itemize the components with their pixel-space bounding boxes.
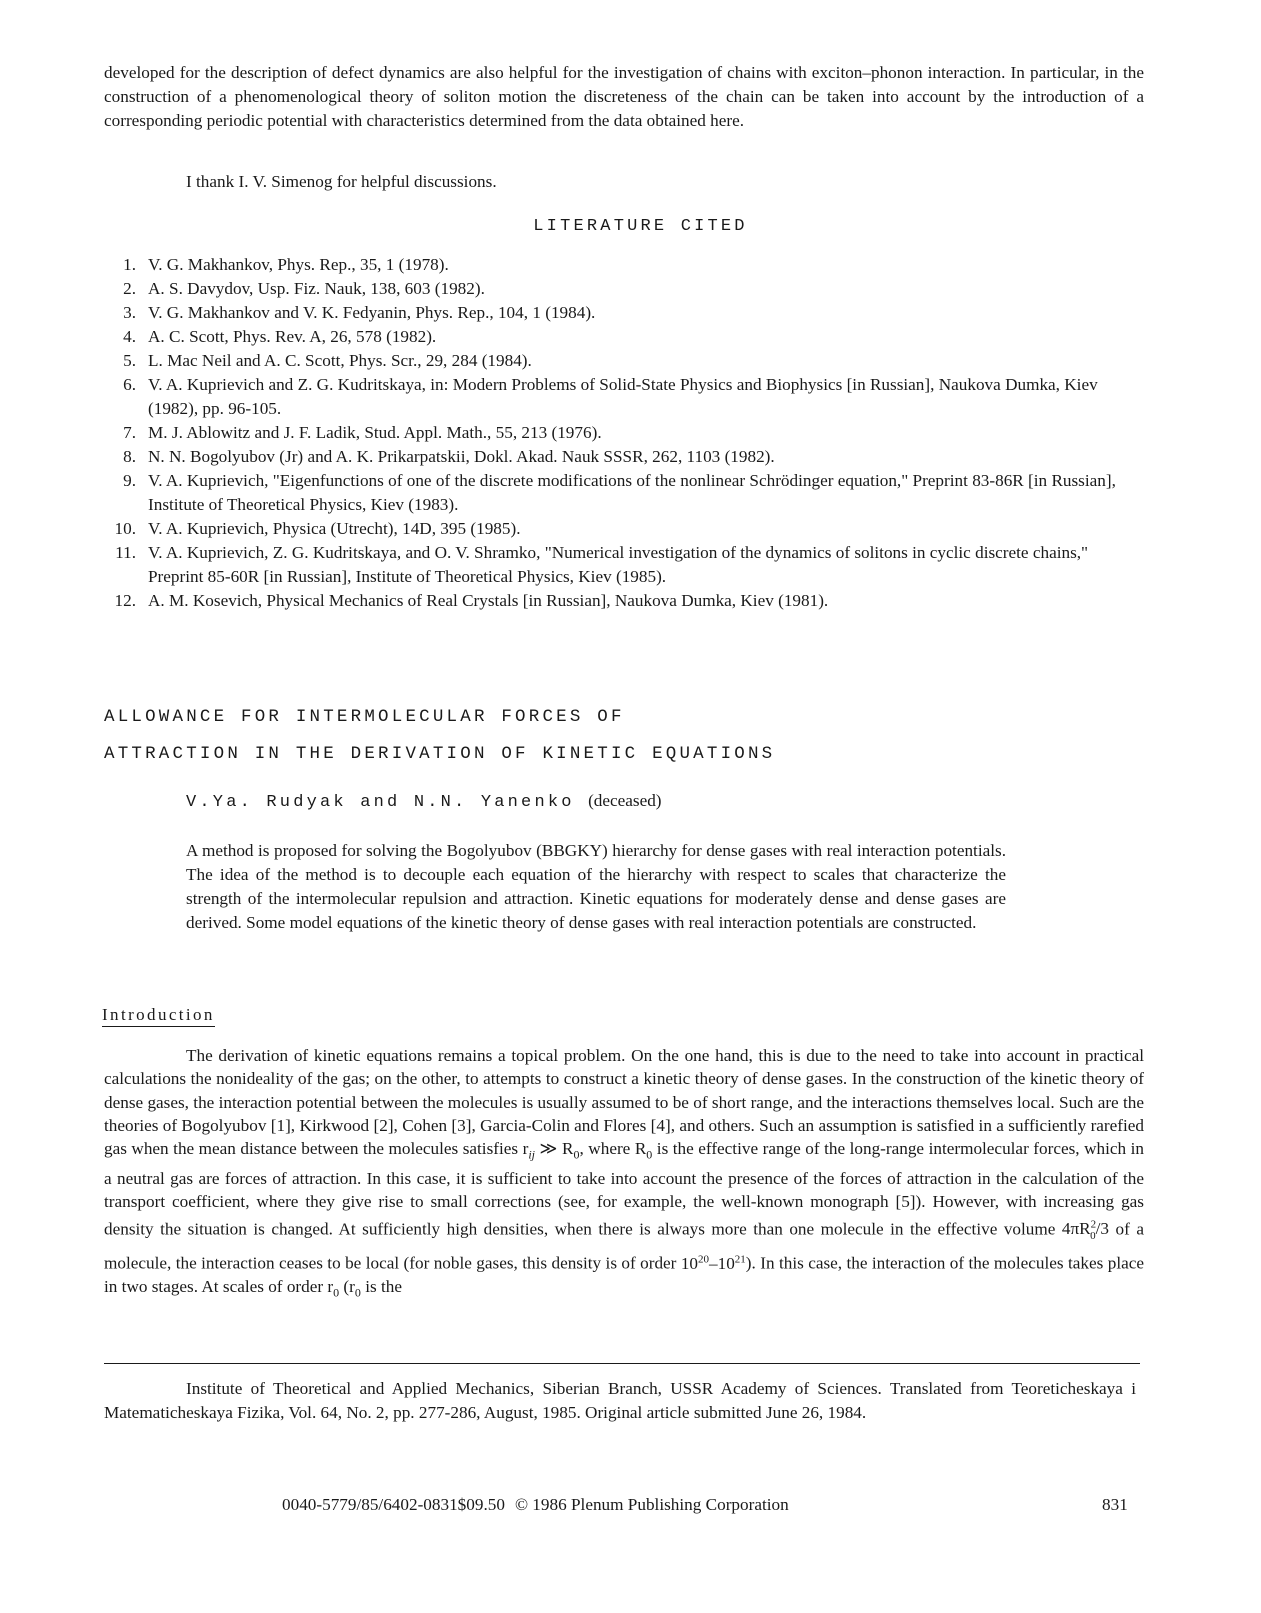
article-authors — [186, 791, 662, 812]
article-title-line-1: ALLOWANCE FOR INTERMOLECULAR FORCES OF — [104, 707, 625, 727]
reference-item: 4. A. C. Scott, Phys. Rev. A, 26, 578 (1982). — [123, 327, 437, 346]
article-title-line-2: ATTRACTION IN THE DERIVATION OF KINETIC EQUATIONS — [104, 744, 776, 764]
continued-paragraph: developed for the description of defect dynamics are also helpful for the investigation of chains with exciton–phonon interaction. In particular, in the construction of a phenomenological theory of soliton motion the discreteness of the chain can be taken into account by the introduction of a corresponding periodic potential with characteristics determined from the data obtained here. — [104, 63, 1144, 130]
math-r0: $r_0$ — [327, 1277, 340, 1300]
footer-code: 0040-5779/85/6402-0831$09.50 — [282, 1495, 505, 1514]
acknowledgment: I thank I. V. Simenog for helpful discussions. — [186, 172, 497, 191]
reference-item: 3. V. G. Makhankov and V. K. Fedyanin, Phys. Rep., 104, 1 (1984). — [123, 303, 596, 322]
math-volume: $4\pi R^2_0/3$ — [1061, 1218, 1110, 1242]
footnote: Institute of Theoretical and Applied Mechanics, Siberian Branch, USSR Academy of Sciences. Translated from Teoreticheskaya i Matematicheskaya Fizika, Vol. 64, No. 2, pp. 277-286, August, 1985. Original article submitted June 26, 1984. — [104, 1379, 1136, 1422]
page-footer — [282, 1495, 789, 1515]
reference-list — [104, 253, 1124, 613]
author-note: (deceased) — [588, 791, 662, 810]
reference-item: 7. M. J. Ablowitz and J. F. Ladik, Stud. Appl. Math., 55, 213 (1976). — [123, 423, 602, 442]
reference-item: 11. V. A. Kuprievich, Z. G. Kudritskaya, and O. V. Shramko, "Numerical investigation of the dynamics of solitons in cyclic discrete chains," Preprint 85-60R [in Russian], Institute of Theoretical Physics, Kiev (1985). — [115, 543, 1089, 586]
reference-item: 2. A. S. Davydov, Usp. Fiz. Nauk, 138, 603 (1982). — [123, 279, 485, 298]
section-heading-introduction: Introduction — [102, 1005, 215, 1027]
page-number: 831 — [1102, 1495, 1128, 1514]
math-r0: $r_0$ — [349, 1277, 361, 1300]
reference-item: 6. V. A. Kuprievich and Z. G. Kudritskaya, in: Modern Problems of Solid-State Physics and Biophysics [in Russian], Naukova Dumka, Kiev (1982), pp. 96-105. — [123, 375, 1098, 418]
reference-item: 1. V. G. Makhankov, Phys. Rep., 35, 1 (1978). — [123, 255, 449, 274]
reference-item: 5. L. Mac Neil and A. C. Scott, Phys. Scr., 29, 284 (1984). — [123, 351, 532, 370]
abstract: A method is proposed for solving the Bogolyubov (BBGKY) hierarchy for dense gases with real interaction potentials. The idea of the method is to decouple each equation of the hierarchy with respect to scales that characterize the strength of the intermolecular repulsion and attraction. Kinetic equations for moderately dense and dense gases are derived. Some model equations of the kinetic theory of dense gases with real interaction potentials are constructed. — [186, 841, 1006, 932]
reference-item: 8. N. N. Bogolyubov (Jr) and A. K. Prikarpatskii, Dokl. Akad. Nauk SSSR, 262, 1103 (1982). — [123, 447, 775, 466]
math-rij: $r_{ij}$ ≫ $R_0$ — [522, 1139, 580, 1162]
footnote-rule — [104, 1363, 1140, 1364]
math-density: $10^{20}-10^{21}$ — [680, 1252, 746, 1273]
introduction-paragraph: The derivation of kinetic equations remains a topical problem. On the one hand, this is due to the need to take into account in practical calculations the nonideality of the gas; on the other, to attempts to construct a kinetic theory of dense gases. In the construction of the kinetic theory of dense gases, the interaction potential between the molecules is usually assumed to be of short range, and the interactions themselves local. Such are the theories of Bogolyubov [1], Kirkwood [2], Cohen [3], Garcia-Colin and Flores [4], and others. Such an assumption is satisfied in a sufficiently rarefied gas when the mean distance between the molecules satisfies $r_{ij}$ ≫ $R_0$, where $R_0$ is the effective range of the long-range intermolecular forces, which in a neutral gas are forces of attraction. In this case, it is sufficient to take into account the presence of the forces of attraction in the calculation of the transport coefficient, where they give rise to small corrections (see, for example, the well-known monograph [5]). However, with increasing gas density the situation is changed. At sufficiently high densities, when there is always more than one molecule in the effective volume $4\pi R^2_0/3$ of a molecule, the interaction ceases to be local (for noble gases, this density is of order $10^{20}-10^{21}$). In this case, the interaction of the molecules takes place in two stages. At scales of order $r_0$ ($r_0$ is the — [104, 1046, 1144, 1300]
footer-copyright: © 1986 Plenum Publishing Corporation — [514, 1495, 789, 1514]
author-names: V.Ya. Rudyak and N.N. Yanenko — [186, 793, 575, 812]
references-heading: LITERATURE CITED — [533, 217, 748, 236]
reference-item: 10. V. A. Kuprievich, Physica (Utrecht), 14D, 395 (1985). — [114, 519, 521, 538]
reference-item: 9. V. A. Kuprievich, "Eigenfunctions of one of the discrete modifications of the nonlinear Schrödinger equation," Preprint 83-86R [in Russian], Institute of Theoretical Physics, Kiev (1983). — [123, 471, 1116, 514]
reference-item: 12. A. M. Kosevich, Physical Mechanics of Real Crystals [in Russian], Naukova Dumka, Kiev (1981). — [114, 591, 829, 610]
math-R0: $R_0$ — [634, 1139, 653, 1162]
